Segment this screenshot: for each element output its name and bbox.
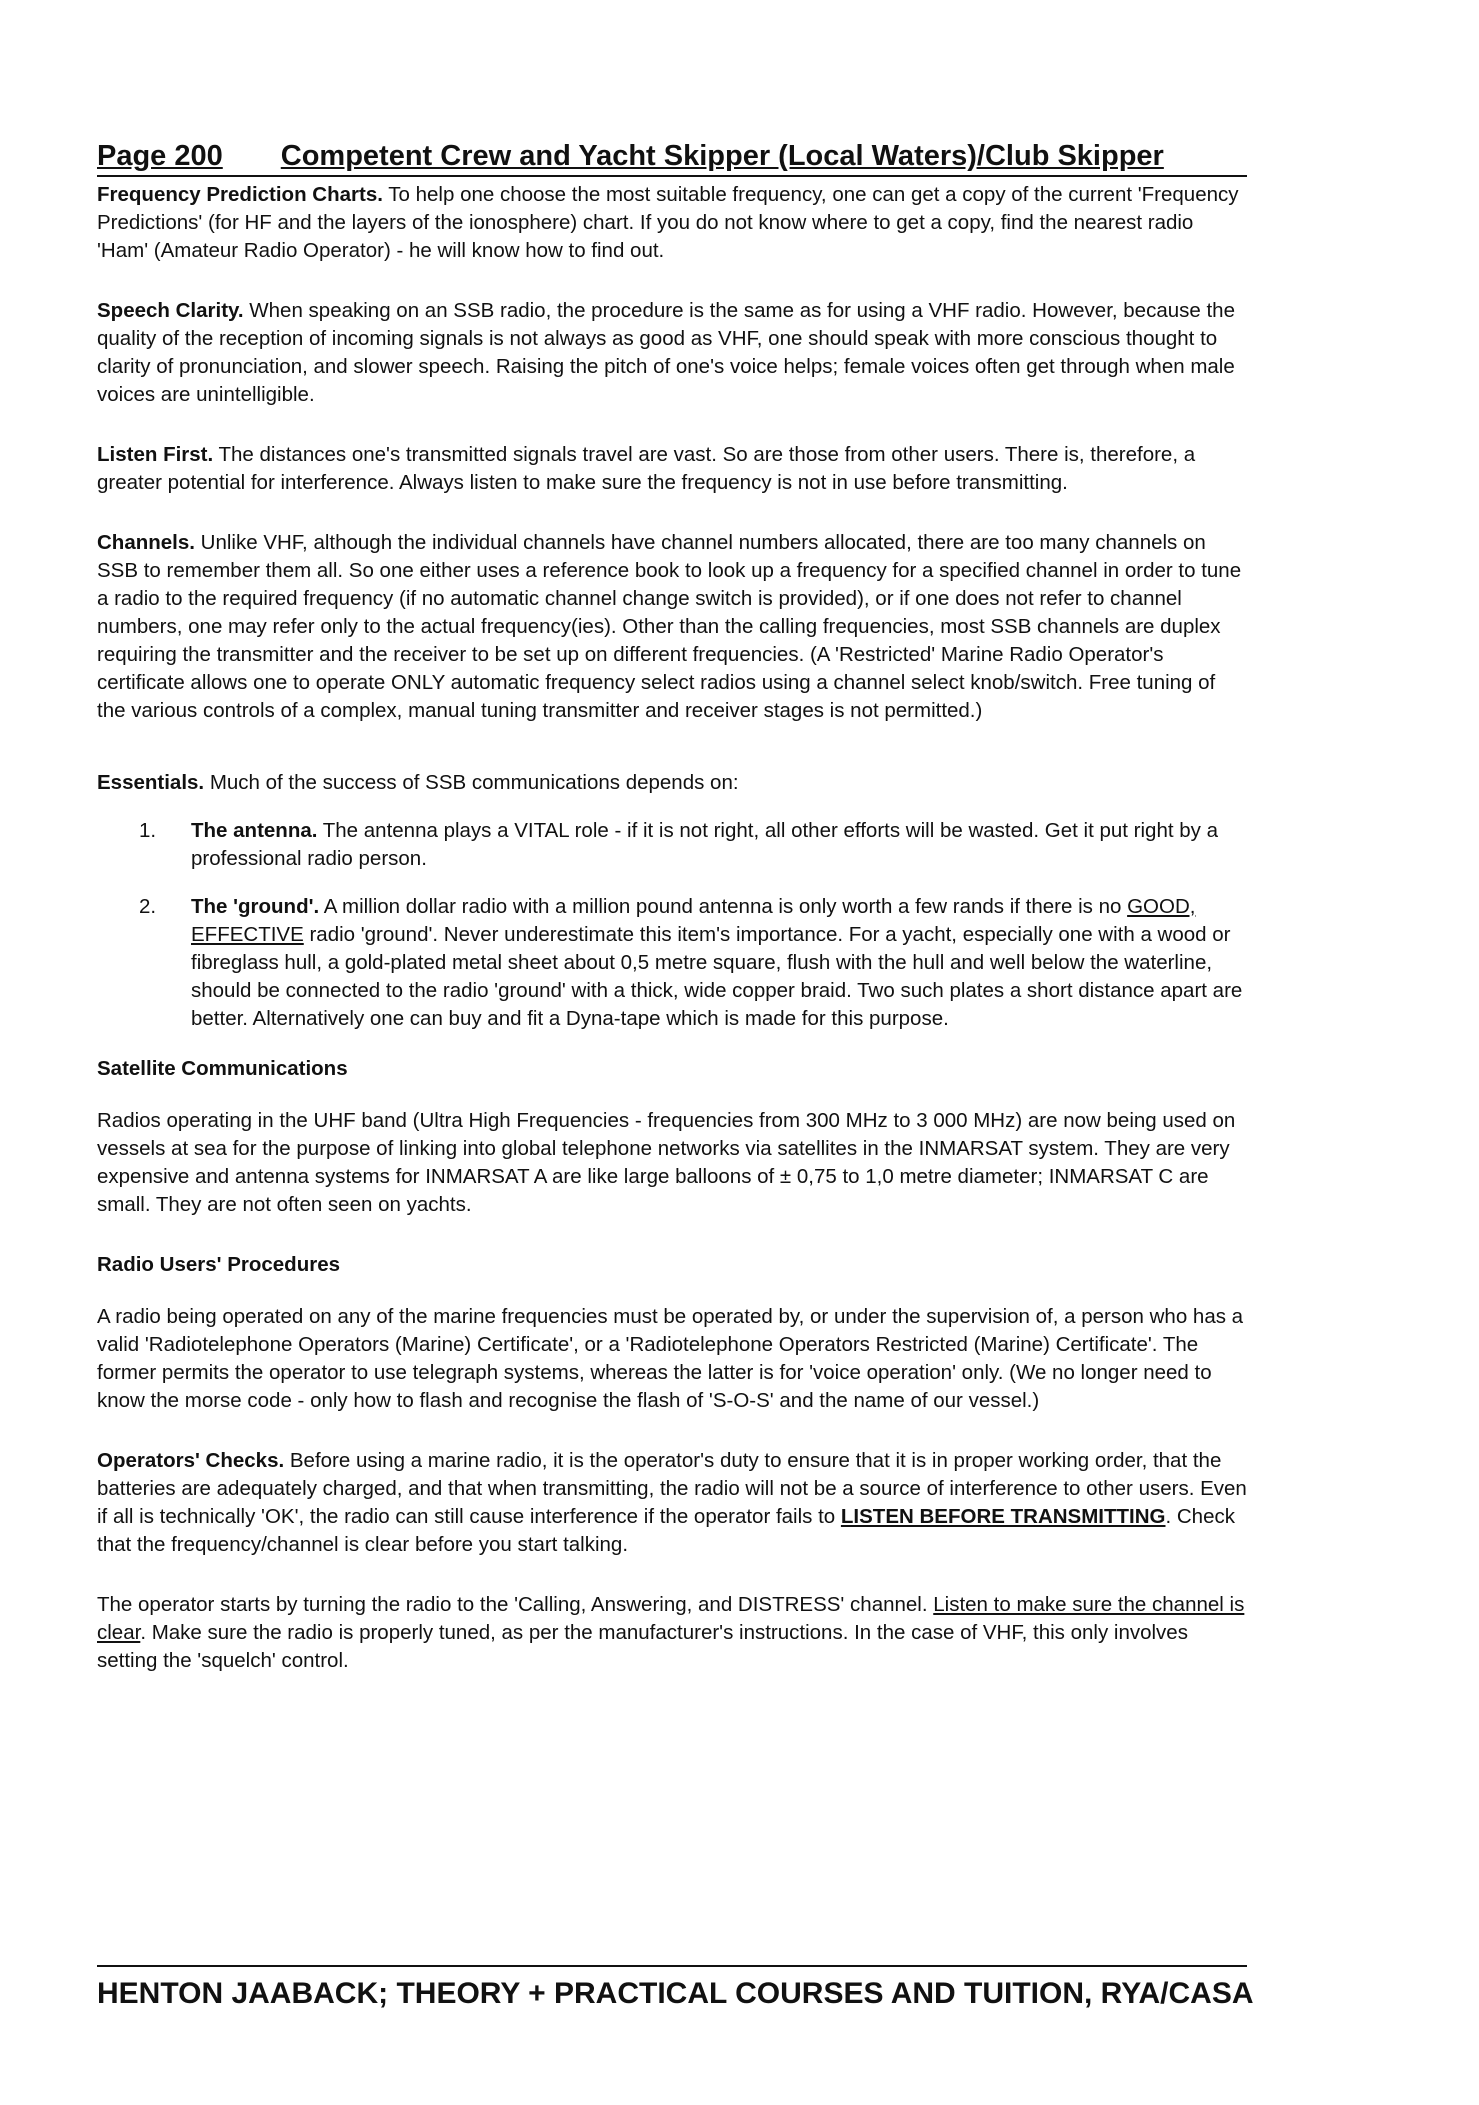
book-title: Competent Crew and Yacht Skipper (Local Waters)/Club Skipper: [280, 140, 1164, 172]
paragraph-operators-checks: [97, 1447, 1247, 1559]
lead-frequency: Frequency Prediction Charts.: [97, 183, 383, 206]
text-channels: Unlike VHF, although the individual channels have channel numbers allocated, there are too many channels on SSB to remember them all. So one either uses a reference book to look up a frequency for a specified channel in order to tune a radio to the required frequency (if no automatic channel change switch is provided), or if one does not refer to channel numbers, one may refer only to the actual frequency(ies). Other than the calling frequencies, most SSB channels are duplex requiring the transmitter and the receiver to be set up on different frequencies. (A 'Restricted' Marine Radio Operator's certificate allows one to operate ONLY automatic frequency select radios using a channel select knob/switch. Free tuning of the various controls of a complex, manual tuning transmitter and receiver stages is not permitted.): [97, 531, 1242, 722]
emphasis-listen-before-transmitting: LISTEN BEFORE TRANSMITTING: [840, 1505, 1166, 1528]
text-speech: When speaking on an SSB radio, the procedure is the same as for using a VHF radio. However, because the quality of the reception of incoming signals is not always as good as VHF, one should speak with more conscious thought to clarity of pronunciation, and slower speech. Raising the pitch of one's voice helps; female voices often get through when male voices are unintelligible.: [97, 299, 1235, 406]
list-body: [191, 893, 1247, 1033]
paragraph-channels: [97, 529, 1247, 725]
text-start-before: The operator starts by turning the radio to the 'Calling, Answering, and DISTRESS' channel.: [97, 1593, 934, 1616]
lead-channels: Channels.: [97, 531, 195, 554]
paragraph-frequency-prediction: [97, 181, 1247, 265]
text-start-after: . Make sure the radio is properly tuned, as per the manufacturer's instructions. In the case of VHF, this only involves setting the 'squelch' control.: [97, 1621, 1188, 1672]
paragraph-speech-clarity: [97, 297, 1247, 409]
text-frequency: To help one choose the most suitable frequency, one can get a copy of the current 'Frequency Predictions' (for HF and the layers of the ionosphere) chart. If you do not know where to get a copy, find the nearest radio 'Ham' (Amateur Radio Operator) - he will know how to find out.: [97, 183, 1239, 262]
text-essentials: Much of the success of SSB communications depends on:: [204, 771, 739, 794]
page-number: Page 200: [97, 140, 223, 172]
lead-speech: Speech Clarity.: [97, 299, 244, 322]
lead-essentials: Essentials.: [97, 771, 205, 794]
list-number: 2.: [139, 895, 157, 918]
list-number: 1.: [139, 819, 157, 842]
page-header: [97, 140, 1247, 177]
paragraph-essentials: [97, 769, 1247, 797]
lead-checks: Operators' Checks.: [97, 1449, 285, 1472]
text-checks-after: . Check that the frequency/channel is clear before you start talking.: [97, 1505, 1235, 1556]
paragraph-listen-first: [97, 441, 1247, 497]
underlined-good-effective: GOOD, EFFECTIVE: [191, 895, 1196, 946]
text-ground-after: radio 'ground'. Never underestimate this item's importance. For a yacht, especially one with a wood or fibreglass hull, a gold-plated metal sheet about 0,5 metre square, flush with the hull and well below the waterline, should be connected to the radio 'ground' with a thick, wide copper braid. Two such plates a short distance apart are better. Alternatively one can buy and fit a Dyna-tape which is made for this purpose.: [191, 923, 1243, 1030]
list-item: [97, 893, 1247, 1033]
lead-ground: The 'ground'.: [191, 895, 320, 918]
document-page: [97, 140, 1247, 1675]
essentials-list: [97, 817, 1247, 1033]
text-ground-before: A million dollar radio with a million pound antenna is only worth a few rands if there is no: [319, 895, 1128, 918]
paragraph-operator-start: [97, 1591, 1247, 1675]
paragraph-satellite: Radios operating in the UHF band (Ultra High Frequencies - frequencies from 300 MHz to 3 000 MHz) are now being used on vessels at sea for the purpose of linking into global telephone networks via satellites in the INMARSAT system. They are very expensive and antenna systems for INMARSAT A are like large balloons of ± 0,75 to 1,0 metre diameter; INMARSAT C are small. They are not often seen on yachts.: [97, 1109, 1236, 1216]
heading-satellite: Satellite Communications: [97, 1057, 348, 1080]
paragraph-procedures: A radio being operated on any of the marine frequencies must be operated by, or under the supervision of, a person who has a valid 'Radiotelephone Operators (Marine) Certificate', or a 'Radiotelephone Operators Restricted (Marine) Certificate'. The former permits the operator to use telegraph systems, whereas the latter is for 'voice operation' only. (We no longer need to know the morse code - only how to flash and recognise the flash of 'S-O-S' and the name of our vessel.): [97, 1305, 1244, 1412]
list-body: [191, 817, 1247, 873]
text-checks-before: Before using a marine radio, it is the operator's duty to ensure that it is in proper working order, that the batteries are adequately charged, and that when transmitting, the radio will not be a source of interference to other users. Even if all is technically 'OK', the radio can still cause interference if the operator fails to: [97, 1449, 1247, 1528]
page-footer: HENTON JAABACK; THEORY + PRACTICAL COURSES AND TUITION, RYA/CASA: [97, 1965, 1247, 2011]
heading-procedures: Radio Users' Procedures: [97, 1253, 340, 1276]
lead-antenna: The antenna.: [191, 819, 318, 842]
lead-listen: Listen First.: [97, 443, 214, 466]
underlined-listen-channel-clear: Listen to make sure the channel is clear: [97, 1593, 1245, 1644]
text-listen: The distances one's transmitted signals travel are vast. So are those from other users. There is, therefore, a greater potential for interference. Always listen to make sure the frequency is not in use before transmitting.: [97, 443, 1196, 494]
list-item: [97, 817, 1247, 873]
text-antenna: The antenna plays a VITAL role - if it is not right, all other efforts will be wasted. Get it put right by a professional radio person.: [191, 819, 1218, 870]
